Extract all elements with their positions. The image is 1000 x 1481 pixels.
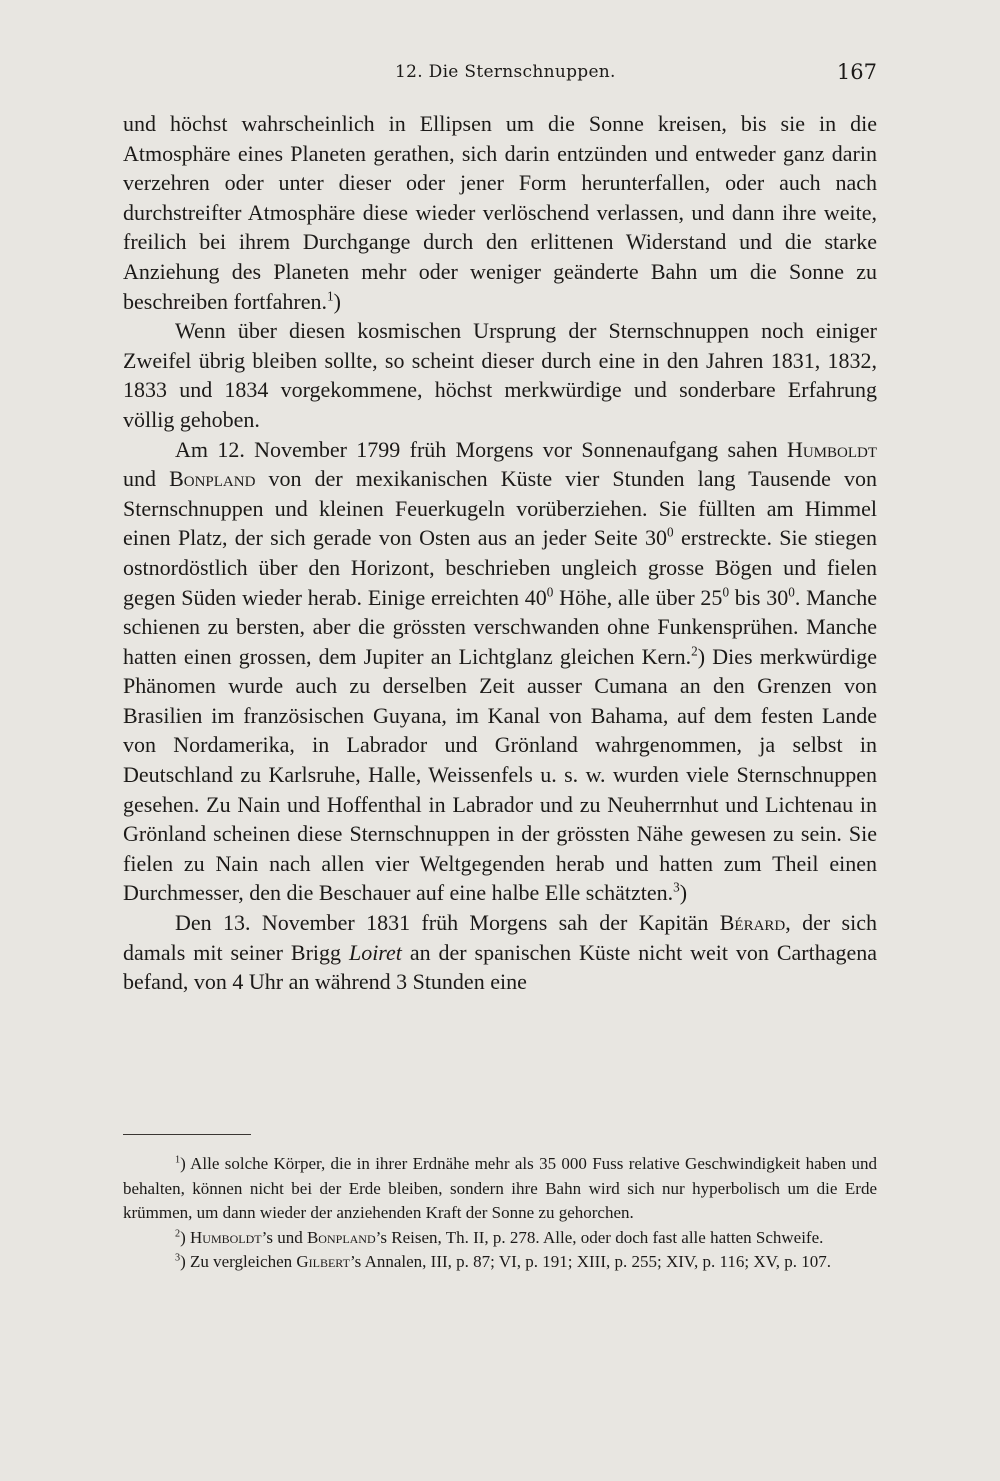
- text-run: an der spanischen Küste nicht weit von Carthagena befand, von 4 Uhr an während 3 Stunden eine: [123, 939, 877, 995]
- running-title: 12. Die Sternschnuppen.: [395, 62, 616, 82]
- name-berard: Bérard: [719, 910, 786, 936]
- degree-mark: 0: [788, 584, 795, 600]
- degree-mark: 0: [667, 524, 674, 540]
- name-bonpland: Bonpland: [306, 1227, 376, 1247]
- main-text: [123, 109, 877, 997]
- text-run: Höhe, alle über 25: [553, 584, 723, 610]
- name-gilbert: Gilbert: [296, 1252, 350, 1272]
- footnote-number: 2: [175, 1228, 181, 1240]
- text-run: . Manche schienen zu bersten, aber die grössten verschwanden ohne Funkensprühen. Manche hatten einen grossen, dem Jupiter an Lichtglanz gleichen Kern.: [123, 584, 877, 669]
- name-humboldt: Humboldt: [786, 436, 877, 462]
- ship-name-loiret: Loiret: [348, 939, 402, 965]
- text-run: ’s und: [261, 1227, 307, 1247]
- paragraph-2: [123, 316, 877, 434]
- text-run: und höchst wahrscheinlich in Ellipsen um die Sonne kreisen, bis sie in die Atmosphäre eines Planeten gerathen, sich darin entzünden und entweder ganz darin verzehren oder unter dieser oder jener Form herunterfallen, oder auch nach durchstreifter Atmosphäre diese wieder verlöschend verlassen, und dann ihre weite, freilich bei ihrem Durchgange durch den erlittenen Widerstand und die starke Anziehung des Planeten mehr oder weniger geänderte Bahn um die Sonne zu beschreiben fortfahren.: [123, 111, 877, 314]
- text-run: Am 12. November 1799 früh Morgens vor Sonnenaufgang sahen: [175, 436, 787, 462]
- text-run: Wenn über diesen kosmischen Ursprung der Sternschnuppen noch einiger Zweifel übrig bleiben sollte, so scheint dieser durch eine in den Jahren 1831, 1832, 1833 und 1834 vorgekommene, höchst merkwürdige und sonderbare Erfahrung völlig gehoben.: [123, 318, 877, 432]
- text-run: ) Alle solche Körper, die in ihrer Erdnähe mehr als 35 000 Fuss relative Geschwindigkeit haben und behalten, können nicht bei der Erde bleiben, sondern ihre Bahn wird sich nur hyperbolisch um die Erde krümmen, um dann wieder der anziehenden Kraft der Sonne zu gehorchen.: [123, 1154, 877, 1223]
- paragraph-1: [123, 109, 877, 316]
- page-number: 167: [836, 60, 877, 84]
- footnote-ref-2: 2: [691, 643, 698, 659]
- name-bonpland: Bonpland: [169, 466, 256, 492]
- text-run: ’s Reisen, Th. II, p. 278. Alle, oder doch fast alle hatten Schweife.: [375, 1227, 824, 1247]
- text-run: ): [679, 880, 688, 906]
- paragraph-3: [123, 435, 877, 909]
- text-run: , der sich damals mit seiner Brigg: [123, 910, 877, 965]
- text-run: ’s Annalen, III, p. 87; VI, p. 191; XIII, p. 255; XIV, p. 116; XV, p. 107.: [349, 1252, 831, 1272]
- text-run: Den 13. November 1831 früh Morgens sah der Kapitän: [175, 910, 720, 936]
- footnote-1: [123, 1152, 877, 1226]
- paragraph-4: [123, 908, 877, 997]
- footnotes: [123, 1152, 877, 1275]
- footnote-number: 3: [175, 1252, 181, 1264]
- text-run: bis 30: [729, 584, 789, 610]
- name-humboldt: Humboldt: [190, 1227, 262, 1247]
- degree-mark: 0: [546, 584, 554, 600]
- text-run: ): [333, 288, 341, 314]
- footnote-ref-1: 1: [327, 288, 334, 304]
- text-run: ) Dies merkwürdige Phänomen wurde auch zu derselben Zeit ausser Cumana an den Grenzen von Brasilien im französischen Guyana, im Kanal von Bahama, auf dem festen Lande von Nordamerika, in Labrador und Grönland wahrgenommen, ja selbst in Deutschland zu Karlsruhe, Halle, Weissenfels u. s. w. wurden viele Sternschnuppen gesehen. Zu Nain und Hoffenthal in Labrador und zu Neuherrnhut und Lichtenau in Grönland scheinen diese Sternschnuppen in der grössten Nähe gewesen zu sein. Sie fielen zu Nain nach allen vier Weltgegenden herab und hatten zum Theil einen Durchmesser, den die Beschauer auf eine halbe Elle schätzten.: [123, 643, 877, 906]
- footnote-number: 1: [175, 1154, 181, 1166]
- text-run: erstreckte. Sie stiegen ostnordöstlich über den Horizont, beschrieben ungleich grosse Bögen und fielen gegen Süden wieder herab. Einige erreichten 40: [123, 525, 877, 610]
- page-header: [123, 60, 877, 90]
- footnote-3: [123, 1250, 877, 1275]
- footnote-2: [123, 1226, 877, 1251]
- text-run: ): [180, 1227, 191, 1247]
- degree-mark: 0: [722, 584, 730, 600]
- footnote-ref-3: 3: [673, 880, 680, 896]
- text-run: von der mexikanischen Küste vier Stunden lang Tausende von Sternschnuppen und kleinen Feuerkugeln vorüberziehen. Sie füllten am Himmel einen Platz, der sich gerade von Osten aus an jeder Seite 30: [123, 466, 877, 551]
- footnote-separator: [123, 1134, 251, 1135]
- text-run: und: [123, 466, 170, 492]
- text-run: ) Zu vergleichen: [180, 1252, 297, 1272]
